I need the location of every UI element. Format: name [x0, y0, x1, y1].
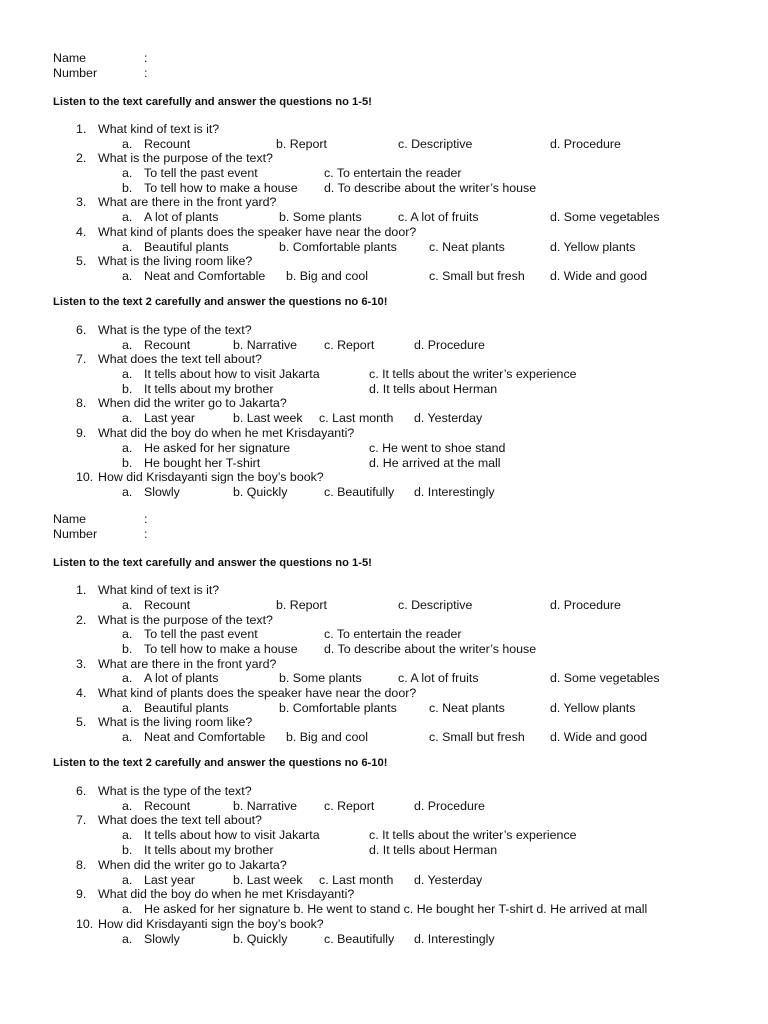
option: c. Last month	[319, 411, 394, 425]
option: d. Yesterday	[414, 411, 483, 425]
option-text: Recount	[144, 137, 191, 151]
option: d. Procedure	[414, 338, 485, 352]
question-number: 10.	[76, 470, 94, 484]
option: c. Neat plants	[429, 240, 505, 254]
option: c. Descriptive	[398, 598, 473, 612]
option-text: Neat and Comfortable	[144, 269, 266, 283]
option-text: He asked for her signature b. He went to stand c. He bought her T-shirt d. He arrived at mall	[144, 902, 648, 916]
option-letter: a.	[122, 210, 133, 224]
option: d. It tells about Herman	[369, 843, 498, 857]
option: b. Narrative	[233, 338, 298, 352]
option: c. Beautifully	[324, 932, 395, 946]
option: c. It tells about the writer’s experience	[369, 367, 577, 381]
name-label: Name	[53, 51, 87, 65]
option: d. Yellow plants	[550, 701, 636, 715]
question-text: When did the writer go to Jakarta?	[98, 396, 287, 410]
question-text: What kind of text is it?	[98, 122, 220, 136]
question-number: 7.	[76, 813, 87, 827]
option-text: A lot of plants	[144, 671, 219, 685]
question-number: 9.	[76, 887, 87, 901]
option-letter: a.	[122, 137, 133, 151]
option: d. Wide and good	[550, 730, 648, 744]
option-letter: a.	[122, 240, 133, 254]
option: d. To describe about the writer’s house	[324, 642, 537, 656]
option-letter: a.	[122, 701, 133, 715]
option: c. A lot of fruits	[398, 210, 479, 224]
option-letter: a.	[122, 441, 133, 455]
option-letter: a.	[122, 269, 133, 283]
option-letter: a.	[122, 671, 133, 685]
option: d. It tells about Herman	[369, 382, 498, 396]
question-text: What is the living room like?	[98, 715, 253, 729]
option: c. Last month	[319, 873, 394, 887]
option: c. Descriptive	[398, 137, 473, 151]
option: b. Big and cool	[286, 730, 368, 744]
option: c. Report	[324, 799, 375, 813]
question-text: What is the living room like?	[98, 254, 253, 268]
option-text: Beautiful plants	[144, 701, 229, 715]
question-number: 6.	[76, 784, 87, 798]
option: b. Report	[276, 598, 327, 612]
option-letter: a.	[122, 873, 133, 887]
option-text: Last year	[144, 873, 195, 887]
option-letter: a.	[122, 338, 133, 352]
section-2-instruction: Listen to the text 2 carefully and answer the questions no 6-10!	[53, 296, 388, 308]
option-text: Slowly	[144, 485, 180, 499]
option-letter: b.	[122, 181, 133, 195]
option: b. Some plants	[279, 671, 362, 685]
option: d. Some vegetables	[550, 210, 660, 224]
option: c. Report	[324, 338, 375, 352]
option-letter: a.	[122, 932, 133, 946]
option: b. Report	[276, 137, 327, 151]
option-text: Recount	[144, 799, 191, 813]
option: d. Procedure	[550, 137, 621, 151]
option: b. Last week	[233, 411, 303, 425]
option: d. Procedure	[550, 598, 621, 612]
option: c. It tells about the writer’s experience	[369, 828, 577, 842]
option-text: It tells about my brother	[144, 382, 274, 396]
question-text: What are there in the front yard?	[98, 657, 277, 671]
name-colon: :	[144, 51, 148, 65]
question-number: 2.	[76, 613, 87, 627]
option: c. Neat plants	[429, 701, 505, 715]
question-text: What does the text tell about?	[98, 813, 262, 827]
question-text: What is the type of the text?	[98, 784, 252, 798]
question-number: 1.	[76, 583, 87, 597]
question-text: What kind of plants does the speaker have near the door?	[98, 225, 417, 239]
option-text: A lot of plants	[144, 210, 219, 224]
option-text: It tells about how to visit Jakarta	[144, 367, 320, 381]
option: d. Wide and good	[550, 269, 648, 283]
option: d. Interestingly	[414, 932, 495, 946]
option-letter: a.	[122, 411, 133, 425]
option-text: He asked for her signature	[144, 441, 291, 455]
question-text: What is the type of the text?	[98, 323, 252, 337]
question-number: 6.	[76, 323, 87, 337]
option-text: Last year	[144, 411, 195, 425]
number-label: Number	[53, 66, 98, 80]
option-letter: a.	[122, 799, 133, 813]
question-number: 10.	[76, 917, 94, 931]
option-text: Recount	[144, 598, 191, 612]
question-text: How did Krisdayanti sign the boy’s book?	[98, 470, 324, 484]
question-text: What kind of text is it?	[98, 583, 220, 597]
option: c. A lot of fruits	[398, 671, 479, 685]
option: d. Yesterday	[414, 873, 483, 887]
question-text: How did Krisdayanti sign the boy’s book?	[98, 917, 324, 931]
option: c. He went to shoe stand	[369, 441, 506, 455]
option: c. Small but fresh	[429, 730, 525, 744]
question-text: What kind of plants does the speaker have near the door?	[98, 686, 417, 700]
option: b. Narrative	[233, 799, 298, 813]
question-number: 7.	[76, 352, 87, 366]
option: c. To entertain the reader	[324, 166, 462, 180]
name-colon: :	[144, 512, 148, 526]
question-number: 2.	[76, 151, 87, 165]
question-number: 9.	[76, 426, 87, 440]
question-number: 3.	[76, 657, 87, 671]
option-text: To tell how to make a house	[144, 642, 298, 656]
question-text: What is the purpose of the text?	[98, 151, 273, 165]
option-text: Neat and Comfortable	[144, 730, 266, 744]
option-text: Beautiful plants	[144, 240, 229, 254]
option-text: To tell the past event	[144, 627, 258, 641]
option-text: He bought her T-shirt	[144, 456, 261, 470]
question-number: 8.	[76, 858, 87, 872]
name-label: Name	[53, 512, 87, 526]
option-letter: b.	[122, 843, 133, 857]
option-letter: a.	[122, 828, 133, 842]
option: d. Interestingly	[414, 485, 495, 499]
option-letter: b.	[122, 382, 133, 396]
question-number: 4.	[76, 686, 87, 700]
question-number: 5.	[76, 715, 87, 729]
option: b. Comfortable plants	[279, 240, 397, 254]
option-letter: a.	[122, 730, 133, 744]
question-number: 3.	[76, 195, 87, 209]
option-letter: a.	[122, 367, 133, 381]
option: d. Yellow plants	[550, 240, 636, 254]
option: b. Some plants	[279, 210, 362, 224]
option-text: It tells about how to visit Jakarta	[144, 828, 320, 842]
option-letter: b.	[122, 456, 133, 470]
option-letter: b.	[122, 642, 133, 656]
option-letter: a.	[122, 485, 133, 499]
question-number: 1.	[76, 122, 87, 136]
option-letter: a.	[122, 598, 133, 612]
question-text: When did the writer go to Jakarta?	[98, 858, 287, 872]
option: c. Small but fresh	[429, 269, 525, 283]
option-text: Recount	[144, 338, 191, 352]
option: b. Comfortable plants	[279, 701, 397, 715]
question-number: 8.	[76, 396, 87, 410]
option-text: To tell the past event	[144, 166, 258, 180]
option: c. Beautifully	[324, 485, 395, 499]
option-letter: a.	[122, 627, 133, 641]
question-number: 5.	[76, 254, 87, 268]
section-1-instruction: Listen to the text carefully and answer the questions no 1-5!	[53, 557, 372, 569]
option: c. To entertain the reader	[324, 627, 462, 641]
option: d. To describe about the writer’s house	[324, 181, 537, 195]
option: b. Last week	[233, 873, 303, 887]
question-text: What does the text tell about?	[98, 352, 262, 366]
option: b. Quickly	[233, 932, 288, 946]
question-text: What is the purpose of the text?	[98, 613, 273, 627]
option: d. He arrived at the mall	[369, 456, 501, 470]
option: b. Quickly	[233, 485, 288, 499]
number-colon: :	[144, 527, 148, 541]
question-text: What are there in the front yard?	[98, 195, 277, 209]
section-1-instruction: Listen to the text carefully and answer the questions no 1-5!	[53, 96, 372, 108]
question-text: What did the boy do when he met Krisdayanti?	[98, 887, 355, 901]
question-number: 4.	[76, 225, 87, 239]
option-text: To tell how to make a house	[144, 181, 298, 195]
question-text: What did the boy do when he met Krisdayanti?	[98, 426, 355, 440]
option: b. Big and cool	[286, 269, 368, 283]
option-text: Slowly	[144, 932, 180, 946]
option-text: It tells about my brother	[144, 843, 274, 857]
option-letter: a.	[122, 902, 133, 916]
number-colon: :	[144, 66, 148, 80]
option: d. Some vegetables	[550, 671, 660, 685]
option-letter: a.	[122, 166, 133, 180]
option: d. Procedure	[414, 799, 485, 813]
number-label: Number	[53, 527, 98, 541]
section-2-instruction: Listen to the text 2 carefully and answer the questions no 6-10!	[53, 757, 388, 769]
